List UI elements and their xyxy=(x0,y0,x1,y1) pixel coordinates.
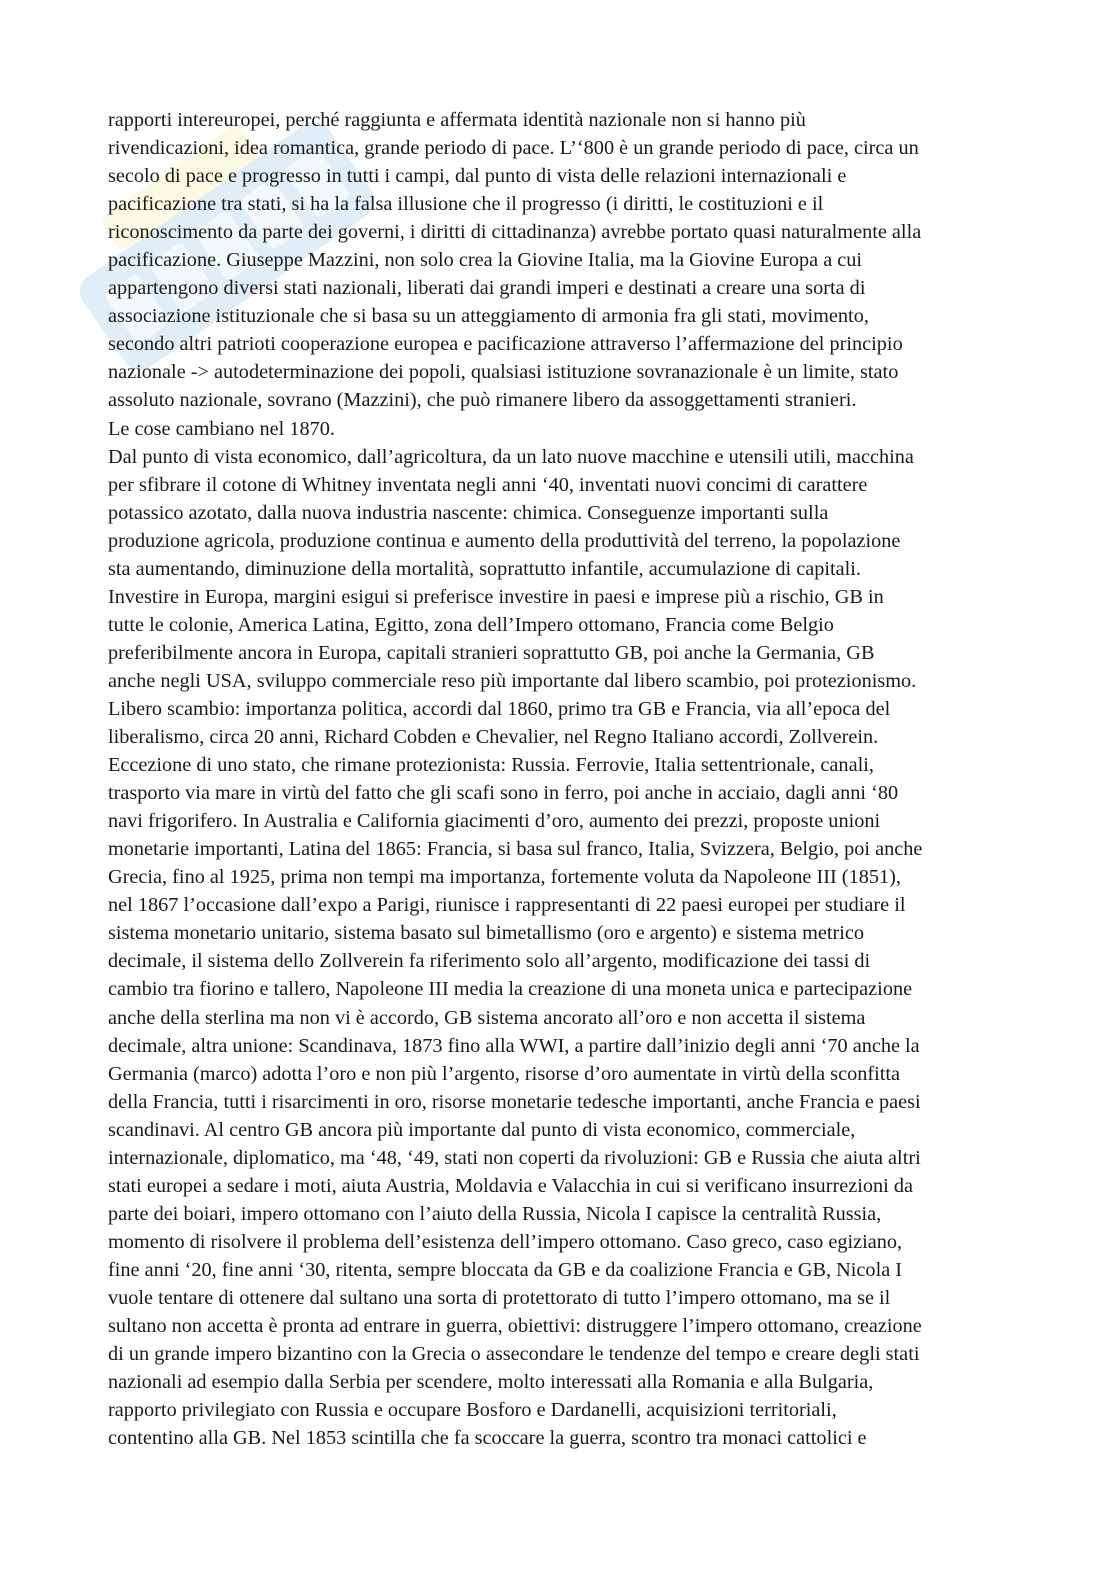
text-line: Investire in Europa, margini esigui si preferisce investire in paesi e imprese più a rischio, GB in xyxy=(108,585,884,608)
text-line: sta aumentando, diminuzione della mortalità, soprattutto infantile, accumulazione di capitali. xyxy=(108,557,861,580)
text-line: liberalismo, circa 20 anni, Richard Cobden e Chevalier, nel Regno Italiano accordi, Zollverein. xyxy=(108,726,879,749)
text-line: internazionale, diplomatico, ma ‘48, ‘49, stati non coperti da rivoluzioni: GB e Russia che aiuta altri xyxy=(108,1146,921,1169)
text-line: pacificazione tra stati, si ha la falsa illusione che il progresso (i diritti, le costituzioni e il xyxy=(108,193,824,216)
text-line: navi frigorifero. In Australia e California giacimenti d’oro, aumento dei prezzi, proposte unioni xyxy=(108,810,881,833)
text-line: assoluto nazionale, sovrano (Mazzini), che può rimanere libero da assoggettamenti stranieri. xyxy=(108,389,857,412)
text-line: nazionale -> autodeterminazione dei popoli, qualsiasi istituzione sovranazionale è un limite, stato xyxy=(108,361,899,384)
text-line: Eccezione di uno stato, che rimane protezionista: Russia. Ferrovie, Italia settentrionale, canali, xyxy=(108,754,874,777)
text-line: momento di risolvere il problema dell’esistenza dell’impero ottomano. Caso greco, caso egiziano, xyxy=(108,1230,903,1253)
text-line: Germania (marco) adotta l’oro e non più l’argento, risorse d’oro aumentate in virtù della sconfitta xyxy=(108,1062,901,1085)
text-line: sistema monetario unitario, sistema basato sul bimetallismo (oro e argento) e sistema metrico xyxy=(108,922,865,945)
text-line: tutte le colonie, America Latina, Egitto, zona dell’Impero ottomano, Francia come Belgio xyxy=(108,613,834,636)
text-line: Grecia, fino al 1925, prima non tempi ma importanza, fortemente voluta da Napoleone III (1851), xyxy=(108,866,901,889)
text-line: trasporto via mare in virtù del fatto che gli scafi sono in ferro, poi anche in acciaio, dagli anni ‘80 xyxy=(108,782,899,805)
text-line: Le cose cambiano nel 1870. xyxy=(108,417,335,440)
text-line: contentino alla GB. Nel 1853 scintilla che fa scoccare la guerra, scontro tra monaci cattolici e xyxy=(108,1427,867,1450)
text-line: cambio tra fiorino e tallero, Napoleone III media la creazione di una moneta unica e partecipazione xyxy=(108,978,913,1001)
text-line: della Francia, tutti i risarcimenti in oro, risorse monetarie tedesche importanti, anche Francia e paesi xyxy=(108,1090,921,1113)
text-line: parte dei boiari, impero ottomano con l’aiuto della Russia, Nicola I capisce la centralità Russia, xyxy=(108,1202,882,1225)
text-line: sultano non accetta è pronta ad entrare in guerra, obiettivi: distruggere l’impero ottomano, creazione xyxy=(108,1315,922,1338)
text-line: rapporto privilegiato con Russia e occupare Bosforo e Dardanelli, acquisizioni territoriali, xyxy=(108,1399,837,1422)
text-line: vuole tentare di ottenere dal sultano una sorta di protettorato di tutto l’impero ottomano, ma se il xyxy=(108,1286,891,1309)
text-line: stati europei a sedare i moti, aiuta Austria, Moldavia e Valacchia in cui si verificano insurrezioni da xyxy=(108,1174,913,1197)
text-line: Dal punto di vista economico, dall’agricoltura, da un lato nuove macchine e utensili utili, macchina xyxy=(108,445,914,468)
text-line: rapporti intereuropei, perché raggiunta e affermata identità nazionale non si hanno più xyxy=(108,109,806,131)
text-line: nazionali ad esempio dalla Serbia per scendere, molto interessati alla Romania e alla Bulgaria, xyxy=(108,1371,874,1394)
text-line: secondo altri patrioti cooperazione europea e pacificazione attraverso l’affermazione del principio xyxy=(108,333,903,356)
text-line: nel 1867 l’occasione dall’expo a Parigi, riunisce i rappresentanti di 22 paesi europei per studiare il xyxy=(108,894,906,917)
document-body xyxy=(108,106,1013,1452)
text-line: monetarie importanti, Latina del 1865: Francia, si basa sul franco, Italia, Svizzera, Belgio, poi anche xyxy=(108,838,923,861)
text-line: decimale, il sistema dello Zollverein fa riferimento solo all’argento, modificazione dei tassi di xyxy=(108,950,871,973)
text-line: fine anni ‘20, fine anni ‘30, ritenta, sempre bloccata da GB e da coalizione Francia e GB, Nicola I xyxy=(108,1258,903,1281)
text-line: pacificazione. Giuseppe Mazzini, non solo crea la Giovine Italia, ma la Giovine Europa a cui xyxy=(108,249,863,272)
text-line: anche negli USA, sviluppo commerciale reso più importante dal libero scambio, poi protezionismo. xyxy=(108,669,917,692)
text-line: rivendicazioni, idea romantica, grande periodo di pace. L’‘800 è un grande periodo di pace, circa un xyxy=(108,137,919,160)
text-line: associazione istituzionale che si basa su un atteggiamento di armonia fra gli stati, movimento, xyxy=(108,305,869,328)
text-line: preferibilmente ancora in Europa, capitali stranieri soprattutto GB, poi anche la Germania, GB xyxy=(108,641,875,664)
text-line: di un grande impero bizantino con la Grecia o assecondare le tendenze del tempo e creare degli stati xyxy=(108,1343,920,1366)
text-line: Libero scambio: importanza politica, accordi dal 1860, primo tra GB e Francia, via all’epoca del xyxy=(108,697,891,720)
text-line: potassico azotato, dalla nuova industria nascente: chimica. Conseguenze importanti sulla xyxy=(108,501,829,524)
text-line: secolo di pace e progresso in tutti i campi, dal punto di vista delle relazioni internazionali e xyxy=(108,165,847,188)
text-line: appartengono diversi stati nazionali, liberati dai grandi imperi e destinati a creare una sorta di xyxy=(108,277,866,300)
text-line: scandinavi. Al centro GB ancora più importante dal punto di vista economico, commerciale, xyxy=(108,1118,856,1141)
text-line: riconoscimento da parte dei governi, i diritti di cittadinanza) avrebbe portato quasi naturalmente alla xyxy=(108,221,922,244)
text-line: anche della sterlina ma non vi è accordo, GB sistema ancorato all’oro e non accetta il sistema xyxy=(108,1006,866,1029)
text-line: produzione agricola, produzione continua e aumento della produttività del terreno, la popolazione xyxy=(108,529,901,552)
text-line: decimale, altra unione: Scandinava, 1873 fino alla WWI, a partire dall’inizio degli anni ‘70 anche la xyxy=(108,1034,920,1057)
text-line: per sfibrare il cotone di Whitney inventata negli anni ‘40, inventati nuovi concimi di carattere xyxy=(108,473,868,496)
